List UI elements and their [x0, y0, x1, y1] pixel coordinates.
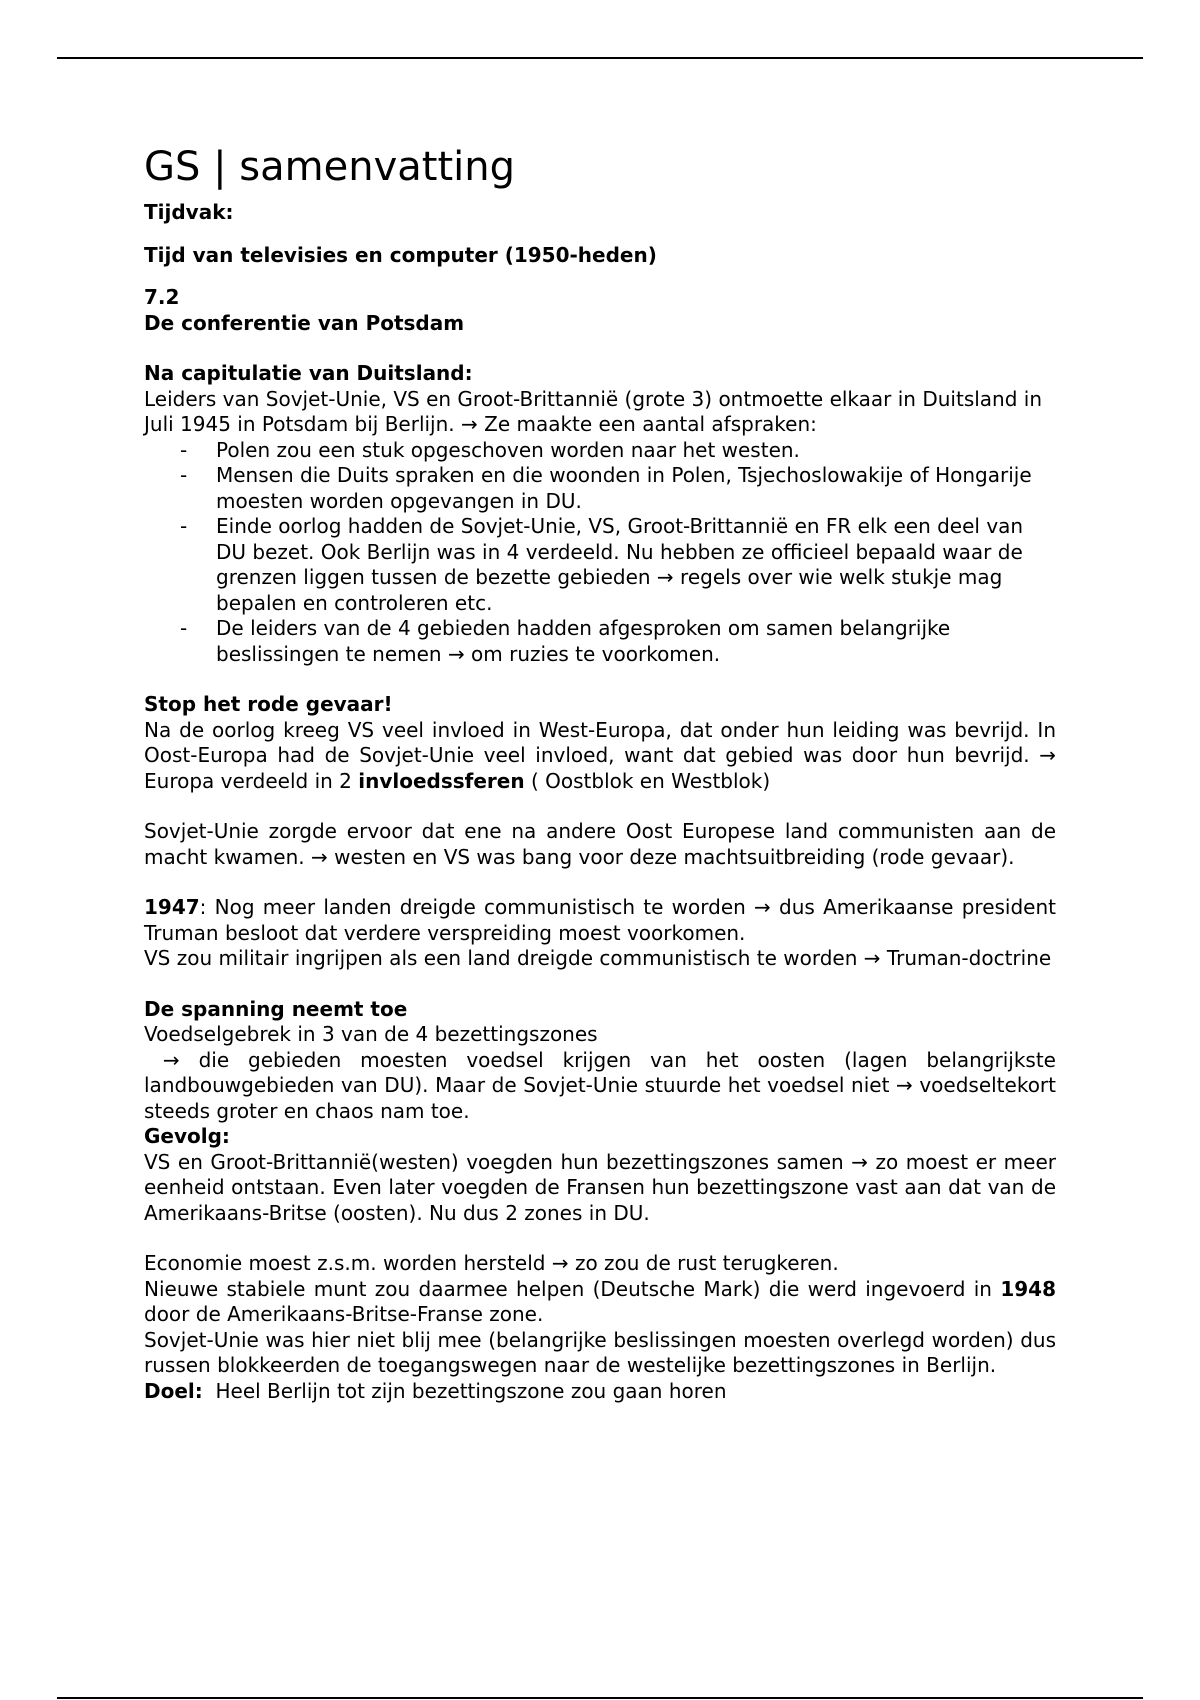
bullet-text: Einde oorlog hadden de Sovjet-Unie, VS, Groot-Brittannië en FR elk een deel van DU bezet. Ook Berlijn was in 4 verdeeld. Nu hebben ze officieel bepaald waar de grenzen liggen tussen de bezette gebieden → regels over wie welk stukje mag bepalen en controleren etc. — [216, 514, 1024, 615]
rode-gevaar-paragraph-1: Na de oorlog kreeg VS veel invloed in West-Europa, dat onder hun leiding was bevrijd. In Oost-Europa had de Sovjet-Unie veel invloed, want dat gebied was door hun bevrijd. → Europa verdeeld in 2 invloedssferen ( Oostblok en Westblok) — [144, 717, 1056, 793]
bullet-marker: - — [180, 437, 188, 462]
list-item — [144, 616, 1056, 667]
spanning-paragraph-1: → die gebieden moesten voedsel krijgen van het oosten (lagen belangrijkste landbouwgebieden van DU). Maar de Sovjet-Unie stuurde het voedsel niet → voedseltekort steeds groter en chaos nam toe. — [144, 1047, 1056, 1123]
year-1948: 1948 — [1000, 1276, 1056, 1301]
rode-gevaar-paragraph-3: 1947: Nog meer landen dreigde communistisch te worden → dus Amerikaanse president Truman besloot dat verdere verspreiding moest voorkomen. — [144, 895, 1056, 945]
list-item — [144, 438, 1056, 464]
chapter-title: De conferentie van Potsdam — [144, 310, 465, 335]
rode-gevaar-paragraph-4: VS zou militair ingrijpen als een land dreigde communistisch te worden → Truman-doctrine — [144, 946, 1052, 970]
capitulatie-intro: Leiders van Sovjet-Unie, VS en Groot-Brittannië (grote 3) ontmoette elkaar in Duitsland in Juli 1945 in Potsdam bij Berlijn. → Ze maakte een aantal afspraken: — [144, 386, 1043, 436]
year-1947: 1947 — [144, 895, 200, 919]
bullet-marker: - — [180, 616, 188, 640]
section-heading-capitulatie: Na capitulatie van Duitsland: — [144, 361, 473, 385]
spanning-paragraph-4: Nieuwe stabiele munt zou daarmee helpen (Deutsche Mark) die werd ingevoerd in 1948 door de Amerikaans-Britse-Franse zone. — [144, 1276, 1056, 1326]
header-rule — [57, 57, 1143, 59]
invloedssferen-term: invloedssferen — [358, 768, 525, 793]
bullet-text: De leiders van de 4 gebieden hadden afgesproken om samen belangrijke beslissingen te nemen → om ruzies te voorkomen. — [216, 616, 951, 666]
bullet-text: Mensen die Duits spraken en die woonden in Polen, Tsjechoslowakije of Hongarije moesten worden opgevangen in DU. — [216, 463, 1032, 513]
chapter-number: 7.2 — [144, 285, 180, 309]
spanning-line-1: Voedselgebrek in 3 van de 4 bezettingszones — [144, 1022, 598, 1046]
rode-gevaar-paragraph-2: Sovjet-Unie zorgde ervoor dat ene na andere Oost Europese land communisten aan de macht kwamen. → westen en VS was bang voor deze machtsuitbreiding (rode gevaar). — [144, 819, 1056, 869]
gevolg-label: Gevolg: — [144, 1124, 230, 1148]
bullet-text: Polen zou een stuk opgeschoven worden naar het westen. — [216, 437, 800, 462]
document-body — [144, 140, 1056, 1404]
spanning-paragraph-5: Sovjet-Unie was hier niet blij mee (belangrijke beslissingen moesten overlegd worden) dus russen blokkeerden de toegangswegen naar de westelijke bezettingszones in Berlijn. — [144, 1327, 1056, 1377]
spanning-paragraph-2: VS en Groot-Brittannië(westen) voegden hun bezettingszones samen → zo moest er meer eenheid ontstaan. Even later voegden de Fransen hun bezettingszone vast aan dat van de Amerikaans-Britse (oosten). Nu dus 2 zones in DU. — [144, 1149, 1056, 1225]
doel-label: Doel: — [144, 1378, 203, 1403]
list-item — [144, 463, 1056, 514]
footer-rule — [57, 1697, 1143, 1699]
document-title: GS | samenvatting — [144, 144, 515, 190]
tijdvak-label: Tijdvak: — [144, 200, 234, 224]
list-item — [144, 514, 1056, 616]
bullet-marker: - — [180, 463, 188, 487]
section-heading-spanning: De spanning neemt toe — [144, 996, 408, 1021]
section-heading-rode-gevaar: Stop het rode gevaar! — [144, 692, 393, 716]
doel-line: Doel: Heel Berlijn tot zijn bezettingszone zou gaan horen — [144, 1378, 727, 1403]
spanning-paragraph-3: Economie moest z.s.m. worden hersteld → zo zou de rust terugkeren. — [144, 1251, 839, 1275]
bullet-marker: - — [180, 514, 188, 538]
tijdvak-value: Tijd van televisies en computer (1950-heden) — [144, 242, 657, 267]
capitulatie-bullet-list — [144, 438, 1056, 668]
